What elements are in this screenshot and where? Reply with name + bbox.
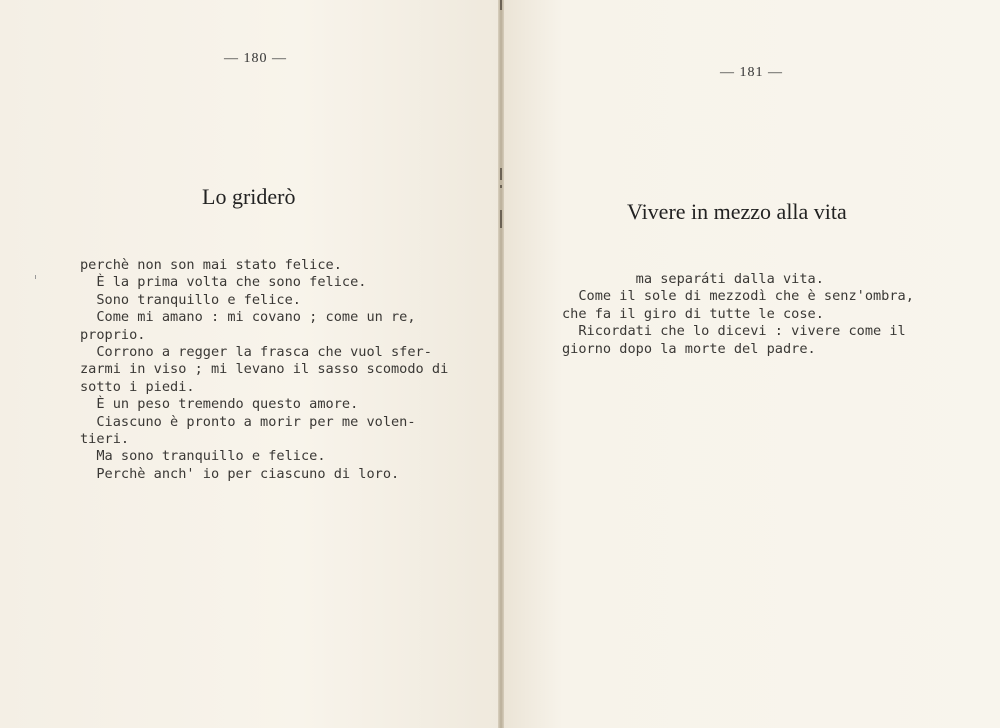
poem-line: Ma sono tranquillo e felice.: [80, 448, 326, 465]
right-poem-title: Vivere in mezzo alla vita: [627, 199, 847, 224]
poem-line: tieri.: [80, 431, 130, 448]
poem-line: che fa il giro di tutte le cose.: [562, 305, 824, 322]
poem-line: Corrono a regger la frasca che vuol sfer-: [80, 344, 432, 361]
binding-stitch: [500, 185, 502, 188]
poem-line: perchè non son mai stato felice.: [80, 257, 342, 273]
binding-stitch: [500, 168, 502, 180]
binding-stitch: [500, 210, 502, 228]
book-gutter: [498, 0, 504, 728]
paper-speck: [35, 275, 36, 279]
poem-line: Come mi amano : mi covano ; come un re,: [80, 309, 416, 326]
left-page-number: — 180 —: [224, 51, 287, 66]
poem-line: Come il sole di mezzodì che è senz'ombra,: [562, 288, 914, 305]
left-poem-text: [80, 257, 449, 483]
poem-line: zarmi in viso ; mi levano il sasso scomodo di: [80, 361, 449, 378]
poem-line: Ciascuno è pronto a morir per me volen-: [80, 413, 416, 430]
poem-line: giorno dopo la morte del padre.: [562, 340, 816, 357]
poem-line: ma separáti dalla vita.: [562, 271, 824, 287]
binding-stitch: [500, 0, 502, 10]
right-page: [503, 0, 1000, 728]
poem-line: È la prima volta che sono felice.: [80, 274, 367, 291]
poem-line: proprio.: [80, 326, 146, 343]
poem-line: sotto i piedi.: [80, 378, 195, 395]
right-page-number: — 181 —: [720, 65, 783, 80]
poem-line: Sono tranquillo e felice.: [80, 291, 301, 308]
right-poem-text: [562, 271, 922, 358]
poem-line: Perchè anch' io per ciascuno di loro.: [80, 465, 400, 482]
left-poem-title: Lo griderò: [202, 184, 296, 209]
poem-line: Ricordati che lo dicevi : vivere come il: [562, 323, 906, 340]
poem-line: È un peso tremendo questo amore.: [80, 396, 359, 413]
